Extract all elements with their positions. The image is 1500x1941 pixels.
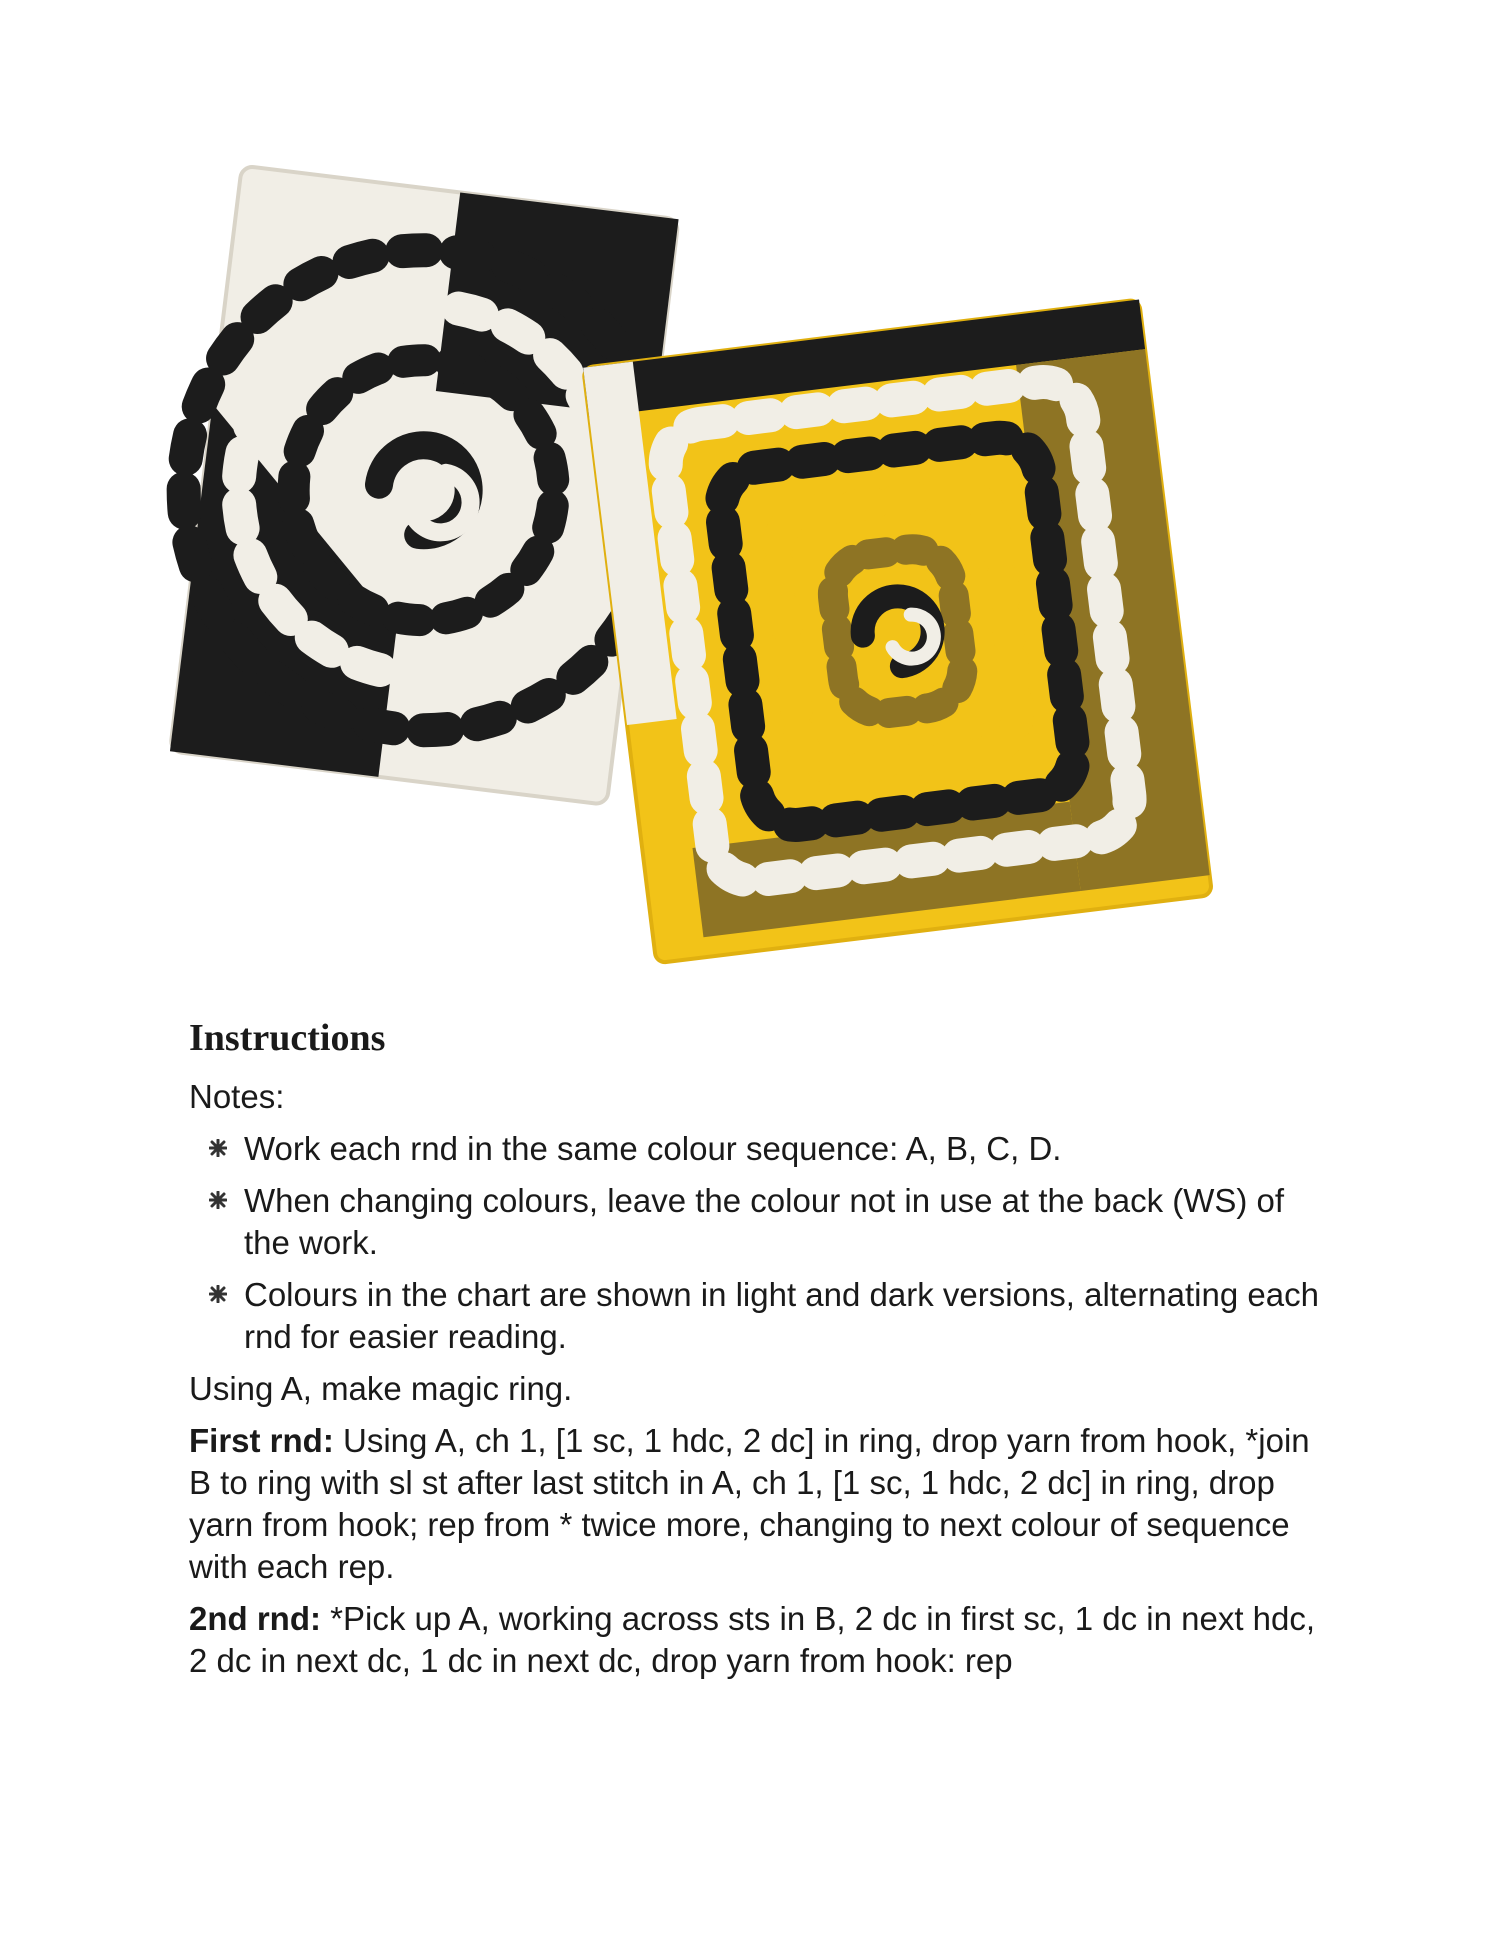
instructions-heading: Instructions	[189, 1017, 386, 1059]
note-text: Colours in the chart are shown in light and dark versions, alternating each rnd for easier reading.	[244, 1276, 1319, 1355]
notes-label: Notes:	[189, 1078, 285, 1115]
note-text: When changing colours, leave the colour not in use at the back (WS) of the work.	[244, 1182, 1285, 1261]
asterisk-bullet-icon	[209, 1191, 227, 1209]
round-label: First rnd:	[189, 1422, 334, 1459]
crochet-squares-photo	[150, 130, 1330, 1000]
note-item	[244, 1180, 1339, 1264]
asterisk-bullet-icon	[209, 1285, 227, 1303]
instructions-section	[189, 1012, 1339, 1692]
right-granny-square	[583, 299, 1212, 963]
intro-text: Using A, make magic ring.	[189, 1370, 573, 1407]
note-item	[244, 1128, 1339, 1170]
round-text: *Pick up A, working across sts in B, 2 dc in first sc, 1 dc in next hdc, 2 dc in next dc, 1 dc in next dc, drop yarn from hook: rep	[189, 1600, 1316, 1679]
notes-list	[189, 1128, 1339, 1358]
round-paragraph	[189, 1598, 1339, 1682]
note-item	[244, 1274, 1339, 1358]
round-text: Using A, ch 1, [1 sc, 1 hdc, 2 dc] in ring, drop yarn from hook, *join B to ring with sl st after last stitch in A, ch 1, [1 sc, 1 hdc, 2 dc] in ring, drop yarn from hook; rep from * twice more, changing to next colour of sequence with each rep.	[189, 1422, 1310, 1585]
asterisk-bullet-icon	[209, 1139, 227, 1157]
note-text: Work each rnd in the same colour sequence: A, B, C, D.	[244, 1130, 1062, 1167]
round-paragraph	[189, 1420, 1339, 1588]
round-label: 2nd rnd:	[189, 1600, 321, 1637]
